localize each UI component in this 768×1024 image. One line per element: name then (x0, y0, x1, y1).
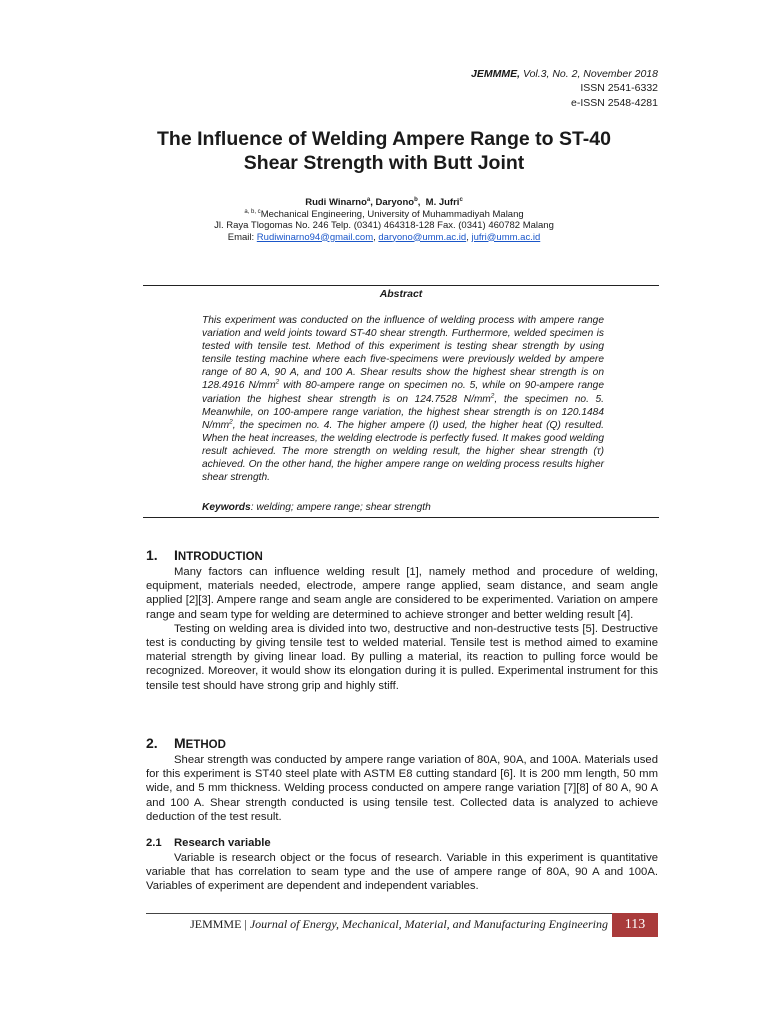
author-3-sup: c (459, 196, 463, 203)
section-2-number: 2. (146, 735, 158, 751)
author-1: Rudi Winarno (305, 197, 367, 208)
abstract-top-rule (143, 285, 659, 286)
email-link-2[interactable]: daryono@umm.ac.id (378, 231, 467, 243)
email-link-1[interactable]: Rudiwinarno94@gmail.com (256, 231, 374, 243)
section-1-title-rest: NTRODUCTION (177, 551, 263, 563)
section-1-number: 1. (146, 547, 158, 563)
abstract-part-2: with 80-ampere range on specimen no. 5, while on 90-ampere range variation the highest shear strength is on 124.7528 N/mm (202, 380, 604, 405)
issn: ISSN 2541-6332 (580, 82, 658, 94)
section-1-paragraph-1: Many factors can influence welding result [1], namely method and procedure of welding, equipment, materials needed, electrode, ampere range applied, seam distance, and seam angle applied [2][3]. Ampere range and seam angle are considered to be experimented. Variation on ampere range and seam type for welding are determined to achieve stronger and better welding result [4]. (146, 566, 658, 621)
section-1-body (146, 565, 658, 693)
subsection-2-1-paragraph-1: Variable is research object or the focus of research. Variable in this experiment is quantitative variable that has correlation to seam type and the use of ampere range of 80A, 90 A and 100A. Variables of experiment are dependent and independent variables. (146, 852, 658, 893)
journal-issue: Vol.3, No. 2, November 2018 (522, 68, 658, 80)
address: Jl. Raya Tlogomas No. 246 Telp. (0341) 464318-128 Fax. (0341) 460782 Malang (214, 220, 554, 231)
paper-title (110, 127, 658, 175)
subsection-2-1-title: Research variable (174, 837, 271, 849)
footer-journal-short: JEMMME | (190, 917, 250, 931)
section-2-body (146, 753, 658, 824)
subsection-2-1-number: 2.1 (146, 837, 162, 849)
eissn: e-ISSN 2548-4281 (571, 97, 658, 109)
journal-name: JEMMME, (471, 68, 521, 80)
footer-journal-full: Journal of Energy, Mechanical, Material, and Manufacturing Engineering (249, 917, 608, 931)
author-3: M. Jufri (425, 197, 460, 208)
abstract-part-1: This experiment was conducted on the influence of welding process with ampere range variation and weld joints toward ST-40 shear strength. Furthermore, welded specimen is tested with tensile test. Method of this experiment is testing shear strength by using tensile testing machine where each five-specimens were previously welded by ampere range of 80 A, 90 A, and 100 A. Shear results show the highest shear strength is on 128.4916 N/mm (202, 315, 604, 392)
author-2-sup: b (414, 196, 418, 203)
section-2-heading (146, 735, 226, 751)
keywords-text: : welding; ampere range; shear strength (250, 502, 431, 513)
section-1-initial: I (174, 547, 178, 563)
journal-header (471, 67, 658, 81)
abstract-part-3: , the specimen no. 5. Meanwhile, on 100-ampere range variation, the highest shear strength is on 120.1484 N/mm (202, 393, 604, 431)
abstract-part-4: , the specimen no. 4. The higher ampere (I) used, the higher heat (Q) resulted. When the heat increases, the welding electrode is perfectly fused. It makes good welding result achieved. The more strength on welding result, the higher shear strength (τ) achieved. On the other hand, the higher ampere range on welding process results higher shear strength. (202, 419, 604, 484)
author-block (110, 197, 658, 243)
section-2-initial: M (174, 735, 186, 751)
abstract-bottom-rule (143, 517, 659, 518)
section-2-paragraph-1: Shear strength was conducted by ampere range variation of 80A, 90A, and 100A. Materials used for this experiment is ST40 steel plate with ASTM E8 cutting standard [6]. It is 200 mm length, 50 mm wide, and 5 mm thickness. Welding process conducted on ampere range variation [7][8] of 80 A, 90 A and 100 A. Shear strength conducted is using tensile test. Collected data is analyzed to achieve deduction of the test result. (146, 754, 658, 823)
title-line-1: The Influence of Welding Ampere Range to ST-40 (157, 128, 611, 150)
abstract-sup-2: 2 (490, 392, 495, 400)
abstract-sup-3: 2 (229, 418, 233, 426)
email-link-3[interactable]: jufri@umm.ac.id (471, 231, 541, 243)
footer-journal (146, 917, 608, 932)
subsection-2-1-body (146, 851, 658, 894)
title-line-2: Shear Strength with Butt Joint (243, 152, 525, 174)
footer-rule (146, 913, 656, 914)
subsection-2-1-heading (146, 837, 271, 849)
email-line: Email: Rudiwinarno94@gmail.com, daryono@umm.ac.id, jufri@umm.ac.id (227, 231, 541, 243)
author-1-sup: a (366, 196, 371, 203)
section-1-paragraph-2: Testing on welding area is divided into two, destructive and non-destructive tests [5]. Destructive test is conducting by giving tensile test to welded material. Tensile test is method aimed to examine material strength by giving linear load. By pulling a material, its reaction to pulling force would be recognized. Moreover, it would show its elongation during it is pulled. Experimental instrument for this tensile test should have strong grip and highly stiff. (146, 622, 658, 692)
keywords-label: Keywords (202, 502, 251, 513)
affiliation-text: Mechanical Engineering, University of Muhammadiyah Malang (260, 208, 524, 220)
author-2: Daryono (375, 197, 415, 208)
author-names: Rudi Winarno$^a$, Daryono$^b$, M. Jufri$^c$ (305, 196, 463, 208)
section-2-title-rest: ETHOD (185, 739, 226, 751)
abstract-text (202, 314, 604, 484)
email-label: Email: (227, 231, 257, 243)
page-number: 113 (612, 913, 658, 937)
abstract-sup-1: 2 (275, 379, 280, 387)
abstract-heading: Abstract (379, 288, 423, 300)
section-1-heading (146, 547, 263, 563)
keywords (202, 502, 604, 513)
affiliation (110, 209, 658, 221)
affiliation-sup: a, b, c (244, 208, 261, 215)
